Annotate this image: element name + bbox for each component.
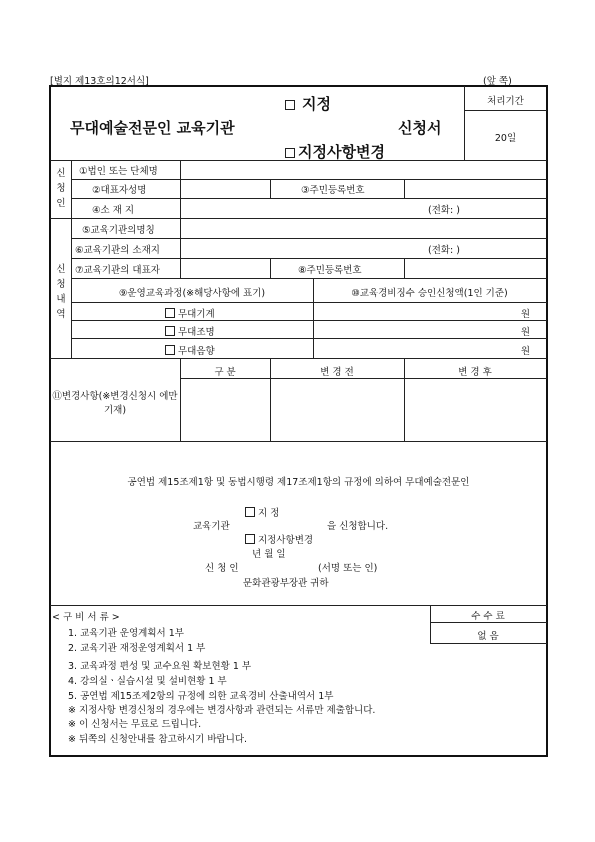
fee-machinery-unit: 원 <box>520 309 530 320</box>
checkbox-icon <box>285 100 295 110</box>
checkbox-icon <box>165 308 175 318</box>
statement-option-change[interactable]: 지정사항변경 <box>245 532 313 546</box>
docs-header: < 구 비 서 류 > <box>52 612 120 623</box>
frame-left <box>49 85 51 757</box>
rep-name-field[interactable] <box>182 180 268 197</box>
changes-col-category: 구 분 <box>214 367 236 378</box>
checkbox-icon <box>245 507 255 517</box>
inst-address-field[interactable] <box>182 239 422 256</box>
fee-header: ⑩교육경비징수 승인신청액(1인 기준) <box>351 288 508 299</box>
fee-value: 없 음 <box>477 631 499 642</box>
applicant-col-divider <box>180 160 181 218</box>
inst-rep-label: ⑦교육기관의 대표자 <box>75 265 160 276</box>
statement-top <box>50 441 547 442</box>
details-row3 <box>72 278 547 279</box>
frame-bottom <box>49 755 548 757</box>
checkbox-icon <box>245 534 255 544</box>
applicant-phone[interactable]: (전화: ) <box>428 205 460 216</box>
docs-note-3: ※ 뒤쪽의 신청안내를 참고하시기 바랍니다. <box>68 734 248 745</box>
details-row5 <box>72 320 547 321</box>
fee-bottom <box>430 643 547 644</box>
processing-label: 처리기간 <box>487 96 524 107</box>
inst-name-label: ⑤교육기관의명칭 <box>82 225 155 236</box>
statement-institution: 교육기관 <box>193 521 230 532</box>
inst-name-field[interactable] <box>182 219 544 236</box>
docs-item-3: 3. 교육과정 편성 및 교수요원 확보현황 1 부 <box>68 661 252 672</box>
checkbox-icon <box>285 148 295 158</box>
course-sound[interactable]: 무대음향 <box>165 343 215 357</box>
applicant-section-divider <box>71 160 72 218</box>
changes-category-field[interactable] <box>182 380 268 439</box>
form-title-right: 신청서 <box>398 119 442 137</box>
inst-rrn-field[interactable] <box>406 259 544 276</box>
rrn-field[interactable] <box>406 180 544 197</box>
inst-rep-divider2 <box>404 258 405 278</box>
org-name-label: ①법인 또는 단체명 <box>79 166 158 177</box>
rrn-label: ③주민등록번호 <box>301 185 365 196</box>
changes-header-line <box>180 378 547 379</box>
docs-item-2: 2. 교육기관 재정운영계획서 1 부 <box>68 643 206 654</box>
docs-item-1: 1. 교육기관 운영계획서 1부 <box>68 628 184 639</box>
changes-col-after: 변 경 후 <box>458 367 492 378</box>
checkbox-icon <box>165 345 175 355</box>
docs-item-4: 4. 강의실ㆍ실습시설 및 설비현황 1 부 <box>68 676 227 687</box>
inst-address-label: ⑥교육기관의 소재지 <box>75 245 160 256</box>
details-section-label: 신 청 내 역 <box>56 264 66 320</box>
page-side: (앞 쪽) <box>483 76 512 87</box>
course-header: ⑨운영교육과정(※해당사항에 표기) <box>118 288 266 299</box>
changes-label: ⑪변경사항(※변경신청시 에만 기재) <box>52 391 178 416</box>
statement-apply: 을 신청합니다. <box>327 521 389 532</box>
statement-option-designation[interactable]: 지 정 <box>245 505 279 519</box>
applicant-section-label: 신 청 인 <box>56 168 66 209</box>
fee-sound-unit: 원 <box>520 346 530 357</box>
form-title-left: 무대예술전문인 교육기관 <box>70 119 235 137</box>
rep-divider2 <box>404 179 405 198</box>
title-option-designation[interactable]: 지정 <box>285 93 331 114</box>
details-col-divider <box>180 218 181 278</box>
fee-lighting-unit: 원 <box>520 327 530 338</box>
fee-label: 수 수 료 <box>471 611 505 622</box>
form-number: [별지 제13호의12서식] <box>50 76 149 87</box>
details-row6 <box>72 338 547 339</box>
course-lighting[interactable]: 무대조명 <box>165 324 215 338</box>
statement-signature[interactable]: (서명 또는 인) <box>318 563 378 574</box>
fee-line <box>430 622 547 623</box>
docs-item-5: 5. 공연법 제15조제2항의 규정에 의한 교육경비 산출내역서 1부 <box>68 691 334 702</box>
inst-rep-field[interactable] <box>182 259 268 276</box>
checkbox-icon <box>165 326 175 336</box>
statement-recipient: 문화관광부장관 귀하 <box>243 578 329 589</box>
inst-phone[interactable]: (전화: ) <box>428 245 460 256</box>
changes-col-before: 변 경 전 <box>320 367 354 378</box>
inst-rep-divider1 <box>270 258 271 278</box>
processing-line <box>464 110 547 111</box>
course-machinery[interactable]: 무대기계 <box>165 306 215 320</box>
processing-value: 20일 <box>494 133 517 144</box>
changes-top <box>50 358 547 359</box>
statement-date[interactable]: 년 월 일 <box>252 549 286 560</box>
docs-top <box>50 605 547 606</box>
address-field[interactable] <box>182 199 422 216</box>
docs-note-2: ※ 이 신청서는 무료로 드립니다. <box>68 719 202 730</box>
docs-note-1: ※ 지정사항 변경신청의 경우에는 변경사항과 관련되는 서류만 제출합니다. <box>68 705 376 716</box>
statement-applicant: 신 청 인 <box>205 563 239 574</box>
statement-line1: 공연법 제15조제1항 및 동법시행령 제17조제1항의 규정에 의하여 무대예술전문인 <box>127 477 470 488</box>
org-name-field[interactable] <box>182 161 544 178</box>
inst-rrn-label: ⑧주민등록번호 <box>298 265 362 276</box>
details-row4 <box>72 302 547 303</box>
frame-right <box>546 85 548 757</box>
rep-name-label: ②대표자성명 <box>92 185 147 196</box>
title-option-change[interactable]: 지정사항변경 <box>285 141 385 162</box>
rep-divider1 <box>270 179 271 198</box>
address-label: ④소 재 지 <box>92 205 135 216</box>
changes-before-field[interactable] <box>272 380 402 439</box>
frame-top <box>49 85 548 87</box>
changes-after-field[interactable] <box>406 380 544 439</box>
